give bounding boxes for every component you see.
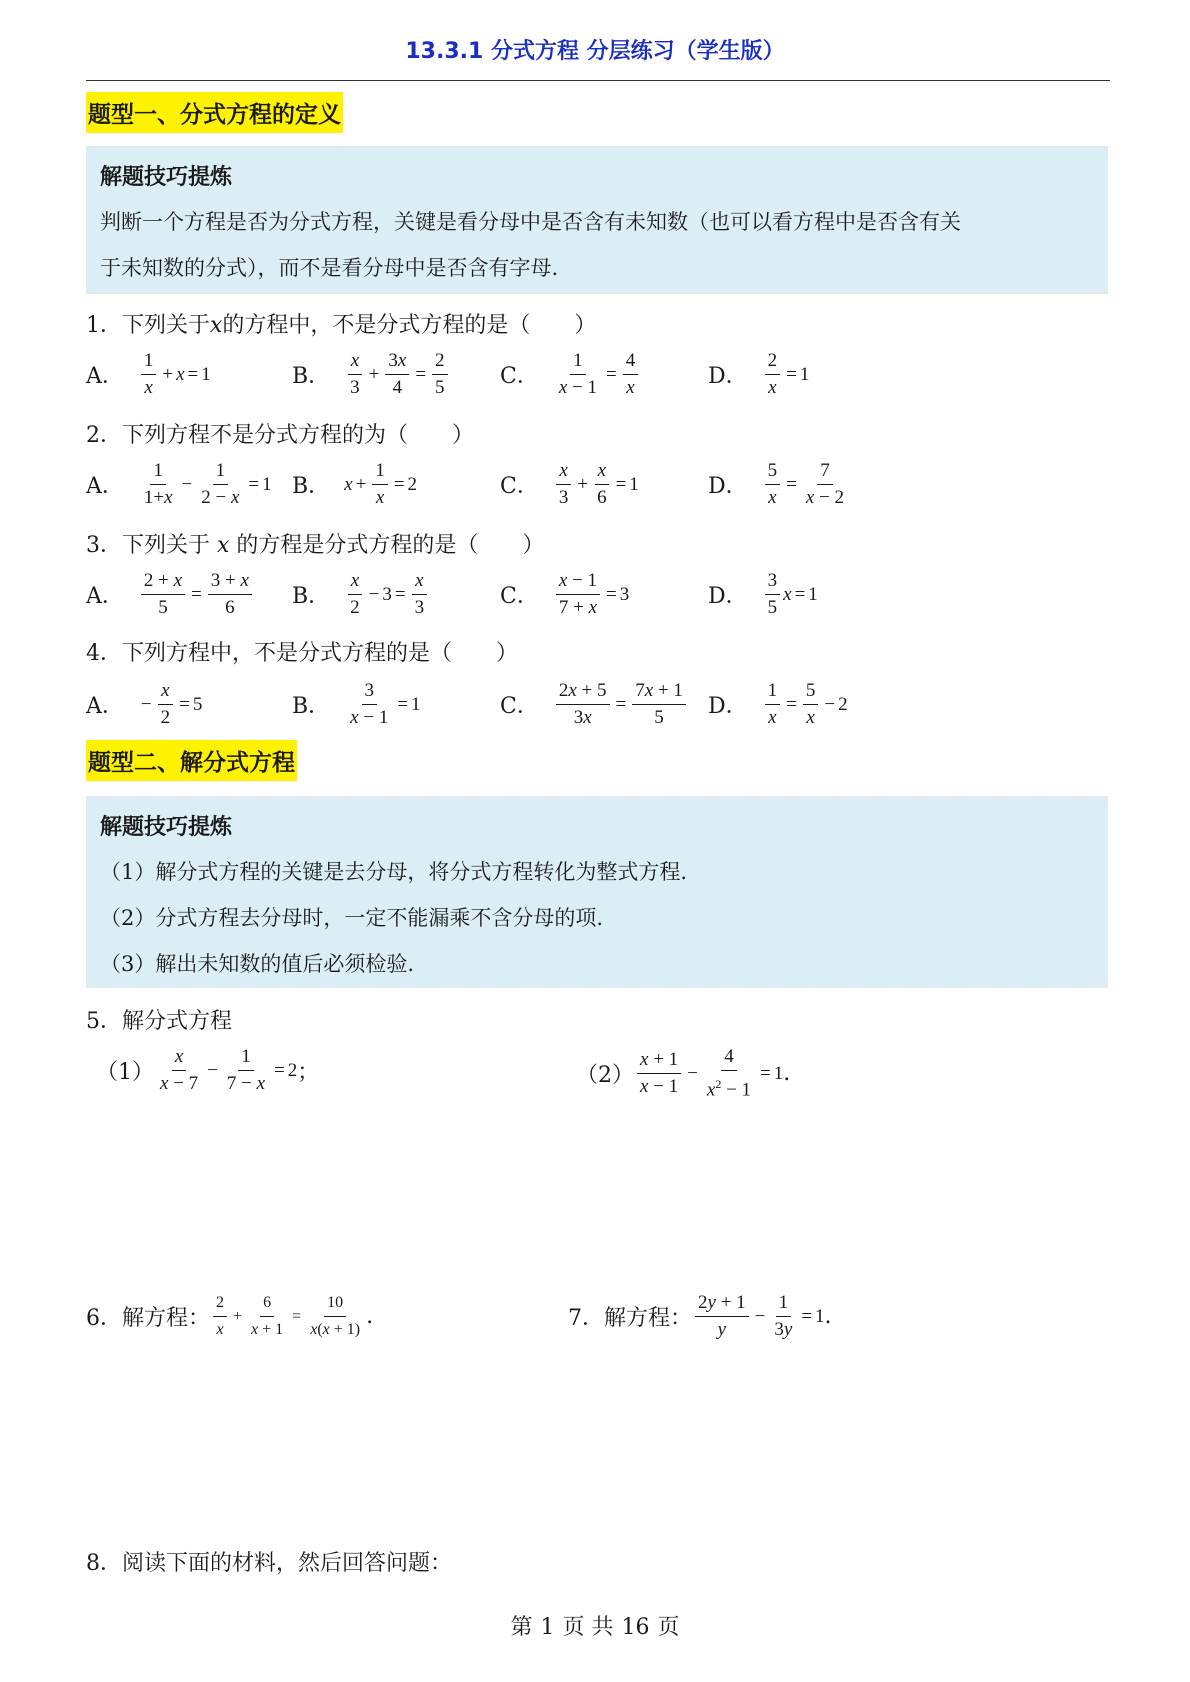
tip-line: 判断一个方程是否为分式方程，关键是看分母中是否含有未知数（也可以看方程中是否含有关 bbox=[100, 210, 961, 234]
tip-box-1 bbox=[86, 146, 1108, 294]
q3-option-b[interactable]: B． $\frac{x}{2}$ − 3 = $\frac{x}{3}$ bbox=[292, 570, 430, 619]
q1-option-d[interactable]: D． $\frac{2}{x}$ = 1 bbox=[708, 350, 810, 398]
variable: x bbox=[217, 533, 230, 558]
title-rule bbox=[86, 80, 1110, 81]
q5-part-2: （2） $\frac{x + 1}{x - 1}$ − $\frac{4}{x^2 - 1}$ = 1 . bbox=[576, 1046, 791, 1101]
q2-option-d[interactable]: D． $\frac{5}{x}$ = $\frac{7}{x - 2}$ bbox=[708, 460, 850, 509]
formula: $\frac{x}{3}$ + $\frac{3x}{4}$ = $\frac{2}{5}$ bbox=[344, 350, 450, 399]
q4-option-a[interactable]: A． − $\frac{x}{2}$ = 5 bbox=[86, 680, 203, 728]
q4-option-c[interactable]: C． $\frac{2x + 5}{3x}$ = $\frac{7x + 1}{5}$ bbox=[500, 680, 689, 729]
tip-line: （1）解分式方程的关键是去分母，将分式方程转化为整式方程. bbox=[100, 860, 688, 884]
question-1: 1．下列关于x的方程中，不是分式方程的是（ ） bbox=[86, 313, 597, 338]
formula: $\frac{2}{x}$ + $\frac{6}{x + 1}$ = $\frac{10}{x(x + 1)}$ bbox=[210, 1292, 366, 1341]
formula: $\frac{1}{x}$ + x = 1 bbox=[138, 350, 211, 399]
formula: $\frac{1}{x}$ = $\frac{5}{x}$ − 2 bbox=[762, 680, 848, 729]
formula: $\frac{3}{5}$ x = 1 bbox=[762, 570, 818, 619]
formula: $\frac{x}{3}$ + $\frac{x}{6}$ = 1 bbox=[553, 460, 639, 509]
formula: $\frac{3}{x - 1}$ = 1 bbox=[350, 680, 421, 728]
q1-option-a[interactable]: A． $\frac{1}{x}$ + x = 1 bbox=[86, 350, 211, 398]
tip-title: 解题技巧提炼 bbox=[100, 815, 233, 840]
q4-option-b[interactable]: B． $\frac{3}{x - 1}$ = 1 bbox=[292, 680, 421, 728]
question-6: 6．解方程： $\frac{2}{x}$ + $\frac{6}{x + 1}$ = $\frac{10}{x(x + 1)}$ . bbox=[86, 1292, 373, 1341]
q4-option-d[interactable]: D． $\frac{1}{x}$ = $\frac{5}{x}$ − 2 bbox=[708, 680, 848, 728]
q1-option-c[interactable]: C． $\frac{1}{x - 1}$ = $\frac{4}{x}$ bbox=[500, 350, 641, 399]
question-5: 5．解分式方程 bbox=[86, 1009, 232, 1034]
q2-option-a[interactable]: A． $\frac{1}{1+x}$ − $\frac{1}{2 - x}$ = 1 bbox=[86, 460, 272, 508]
formula: − $\frac{x}{2}$ = 5 bbox=[140, 680, 203, 728]
q5-part-1: （1） $\frac{x}{x - 7}$ − $\frac{1}{7 - x}$ = 2 ； bbox=[96, 1046, 320, 1094]
question-3: 3．下列关于 x 的方程是分式方程的是（ ） bbox=[86, 533, 545, 558]
tip-line: （2）分式方程去分母时，一定不能漏乘不含分母的项. bbox=[100, 906, 604, 930]
tip-box-2 bbox=[86, 796, 1108, 988]
variable: x bbox=[210, 313, 223, 338]
question-4: 4．下列方程中，不是分式方程的是（ ） bbox=[86, 641, 518, 666]
page-footer: 第 1 页 共 16 页 bbox=[510, 1615, 680, 1640]
total-pages: 16 bbox=[621, 1615, 650, 1640]
q3-option-a[interactable]: A． $\frac{2 + x}{5}$ = $\frac{3 + x}{6}$ bbox=[86, 570, 255, 619]
formula: $\frac{5}{x}$ = $\frac{7}{x - 2}$ bbox=[762, 460, 850, 509]
formula: $\frac{2}{x}$ = 1 bbox=[762, 350, 810, 399]
formula: $\frac{2y + 1}{y}$ − $\frac{1}{3y}$ = 1 bbox=[692, 1292, 825, 1341]
formula: $\frac{2 + x}{5}$ = $\frac{3 + x}{6}$ bbox=[138, 570, 255, 619]
page-number: 1 bbox=[540, 1615, 555, 1640]
question-7: 7．解方程： $\frac{2y + 1}{y}$ − $\frac{1}{3y}$ = 1 . bbox=[568, 1292, 832, 1340]
tip-title: 解题技巧提炼 bbox=[100, 165, 233, 190]
q3-option-d[interactable]: D． $\frac{3}{5}$ x = 1 bbox=[708, 570, 818, 618]
q2-option-b[interactable]: B． x + $\frac{1}{x}$ = 2 bbox=[292, 460, 418, 508]
q3-option-c[interactable]: C． $\frac{x - 1}{7 + x}$ = 3 bbox=[500, 570, 630, 618]
tip-line: （3）解出未知数的值后必须检验. bbox=[100, 952, 415, 976]
question-2: 2．下列方程不是分式方程的为（ ） bbox=[86, 423, 474, 448]
formula: x + $\frac{1}{x}$ = 2 bbox=[344, 460, 418, 508]
question-8: 8．阅读下面的材料，然后回答问题： bbox=[86, 1551, 452, 1576]
formula: $\frac{1}{x - 1}$ = $\frac{4}{x}$ bbox=[553, 350, 641, 399]
formula: $\frac{1}{1+x}$ − $\frac{1}{2 - x}$ = 1 bbox=[143, 460, 272, 508]
formula: $\frac{x}{2}$ − 3 = $\frac{x}{3}$ bbox=[344, 570, 430, 619]
formula: $\frac{x}{x - 7}$ − $\frac{1}{7 - x}$ = 2 bbox=[160, 1046, 298, 1094]
formula: $\frac{x - 1}{7 + x}$ = 3 bbox=[553, 570, 629, 619]
formula: $\frac{x + 1}{x - 1}$ − $\frac{4}{x^2 - 1}$ = 1 bbox=[634, 1046, 783, 1101]
section-heading-1: 题型一、分式方程的定义 bbox=[86, 92, 343, 133]
page-title: 13.3.1 分式方程 分层练习（学生版） bbox=[405, 39, 785, 64]
tip-line: 于未知数的分式），而不是看分母中是否含有字母. bbox=[100, 256, 559, 280]
q2-option-c[interactable]: C． $\frac{x}{3}$ + $\frac{x}{6}$ = 1 bbox=[500, 460, 639, 508]
section-heading-2: 题型二、解分式方程 bbox=[86, 740, 297, 781]
q1-option-b[interactable]: B． $\frac{x}{3}$ + $\frac{3x}{4}$ = $\frac{2}{5}$ bbox=[292, 350, 451, 399]
formula: $\frac{2x + 5}{3x}$ = $\frac{7x + 1}{5}$ bbox=[553, 680, 689, 729]
